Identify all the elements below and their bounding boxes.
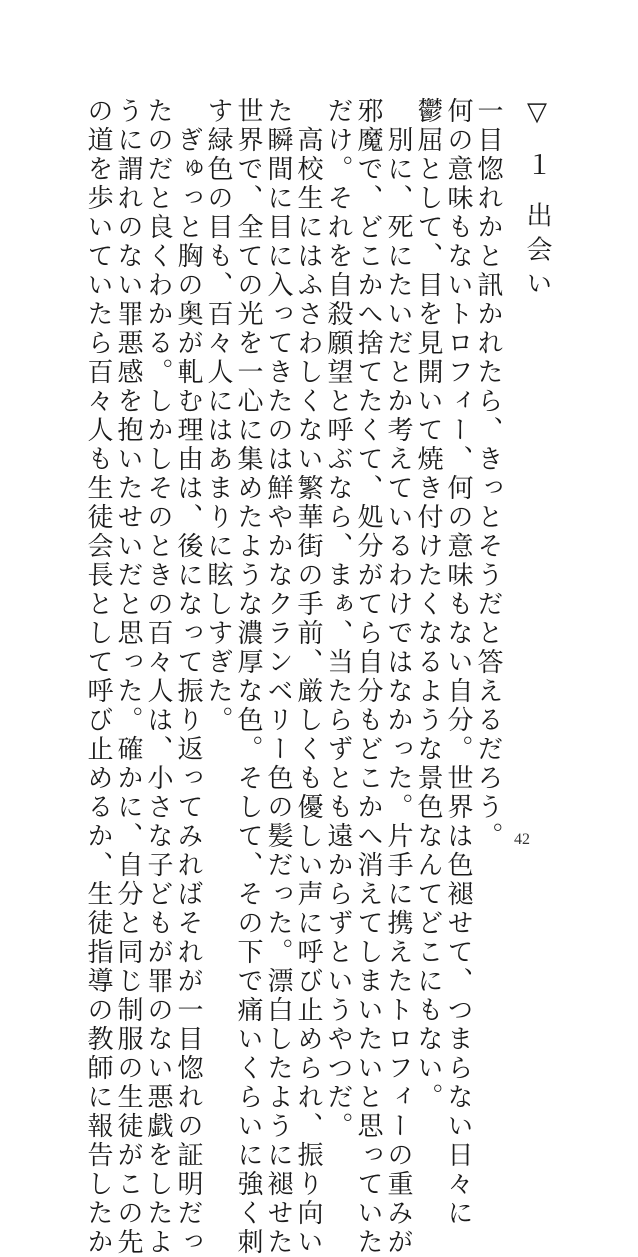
chapter-heading: ▽ １ 出会い [522,97,552,304]
text-line-13: うに謂れのない罪悪感を抱いたせいだと思った。確かに、自分と同じ制服の生徒がこの先 [113,97,143,1257]
text-line-4: 別に、死にたいだとか考えているわけではなかった。片手に携えたトロフィーの重みが [383,97,413,1257]
text-line-8: た瞬間に目に入ってきたのは鮮やかなクランベリー色の髪だった。漂白したように褪せた [263,97,293,1257]
text-line-10: す緑色の目も、百々人にはあまりに眩しすぎた。 [203,97,233,735]
text-line-2: 何の意味もないトロフィー、何の意味もない自分。世界は色褪せて、つまらない日々に [443,97,473,1228]
text-line-1: 一目惚れかと訊かれたら、きっとそうだと答えるだろう。 [473,97,503,851]
text-line-7: 高校生にはふさわしくない繁華街の手前、厳しくも優しい声に呼び止められ、振り向い [293,97,323,1257]
text-line-6: だけ。それを自殺願望と呼ぶなら、まぁ、当たらずとも遠からずというやつだ。 [323,97,353,1141]
page-number: 42 [514,831,530,848]
text-line-12: たのだと良くわかる。しかしそのときの百々人は、小さな子どもが罪のない悪戯をしたよ [143,97,173,1257]
text-line-9: 世界で、全ての光を一心に集めたような濃厚な色。そして、その下で痛いくらいに強く刺 [233,97,263,1257]
text-line-11: ぎゅっと胸の奥が軋む理由は、後になって振り返ってみればそれが一目惚れの証明だっ [173,97,203,1257]
text-line-14: の道を歩いていたら百々人も生徒会長として呼び止めるか、生徒指導の教師に報告したか [83,97,113,1257]
text-line-5: 邪魔で、どこかへ捨てたくて、処分がてら自分もどこかへ消えてしまいたいと思っていた [353,97,383,1257]
text-line-3: 鬱屈として、目を見開いて焼き付けたくなるような景色なんてどこにもない。 [413,97,443,1112]
